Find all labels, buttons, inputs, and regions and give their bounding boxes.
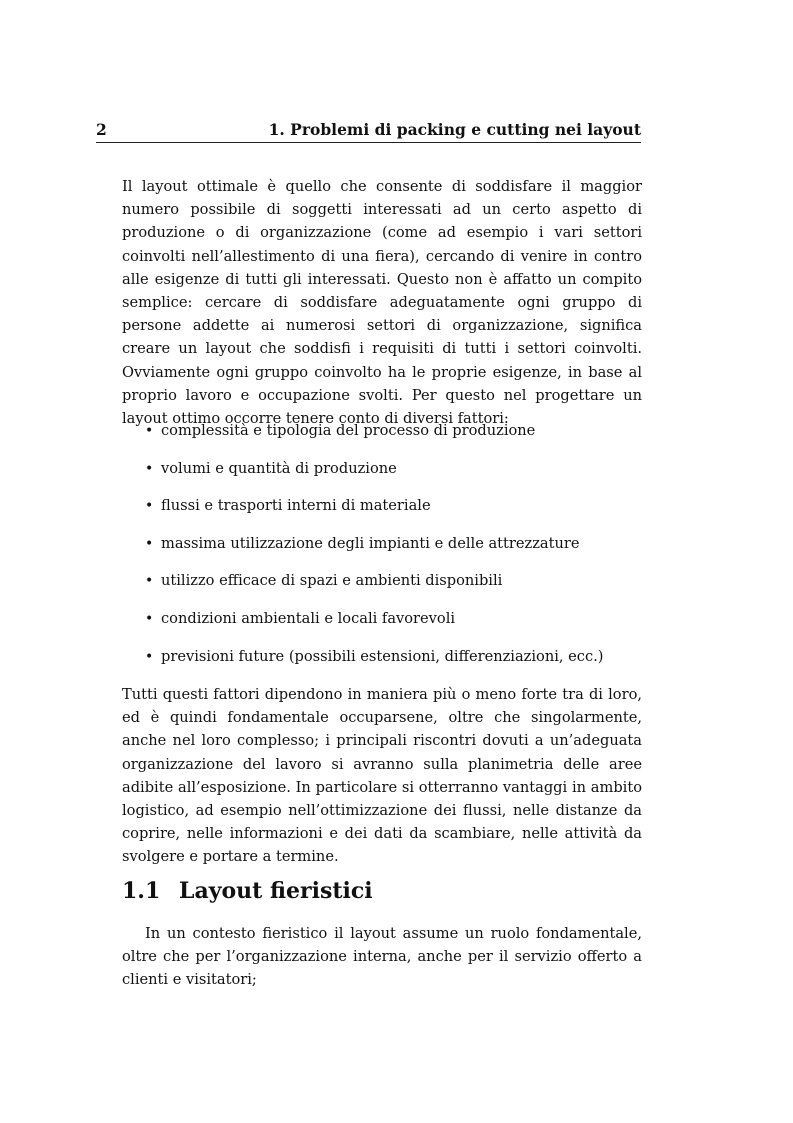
factors-list	[122, 420, 642, 683]
list-item: • condizioni ambientali e locali favorevoli	[122, 608, 642, 630]
paragraph-intro: Il layout ottimale è quello che consente di soddisfare il maggior numero possibile di soggetti interessati ad un certo aspetto di produzione o di organizzazione (come ad esempio i vari settori coinvolti nell’allestimento di una fiera), cercando di venire in contro alle esigenze di tutti gli interessati. Questo non è affatto un compito semplice: cercare di soddisfare adeguatamente ogni gruppo di persone addette ai numerosi settori di organizzazione, significa creare un layout che soddisfi i requisiti di tutti i settori coinvolti. Ovviamente ogni gruppo coinvolto ha le proprie esigenze, in base al proprio lavoro e occupazione svolti. Per questo nel progettare un layout ottimo occorre tenere conto di diversi fattori:	[122, 178, 642, 428]
section-title: Layout fieristici	[179, 878, 373, 904]
list-item: • flussi e trasporti interni di materiale	[122, 495, 642, 517]
list-item: • massima utilizzazione degli impianti e delle attrezzature	[122, 533, 642, 555]
list-item: • volumi e quantità di produzione	[122, 458, 642, 480]
section-number: 1.1	[122, 878, 161, 904]
list-item: • utilizzo efficace di spazi e ambienti disponibili	[122, 570, 642, 592]
page-number: 2	[96, 120, 107, 139]
section-heading	[122, 876, 373, 906]
list-item: • complessità e tipologia del processo di produzione	[122, 420, 642, 442]
list-item: • previsioni future (possibili estensioni, differenziazioni, ecc.)	[122, 646, 642, 668]
paragraph-section-start: In un contesto fieristico il layout assume un ruolo fondamentale, oltre che per l’organizzazione interna, anche per il servizio offerto a clienti e visitatori;	[122, 925, 642, 989]
running-header	[96, 120, 641, 143]
running-chapter-title: 1. Problemi di packing e cutting nei layout	[268, 120, 641, 139]
paragraph-factors-summary: Tutti questi fattori dipendono in maniera più o meno forte tra di loro, ed è quindi fondamentale occuparsene, oltre che singolarmente, anche nel loro complesso; i principali riscontri dovuti a un’adeguata organizzazione del lavoro si avranno sulla planimetria delle aree adibite all’esposizione. In particolare si otterranno vantaggi in ambito logistico, ad esempio nell’ottimizzazione dei flussi, nelle distanze da coprire, nelle informazioni e dei dati da scambiare, nelle attività da svolgere e portare a termine.	[122, 686, 642, 866]
